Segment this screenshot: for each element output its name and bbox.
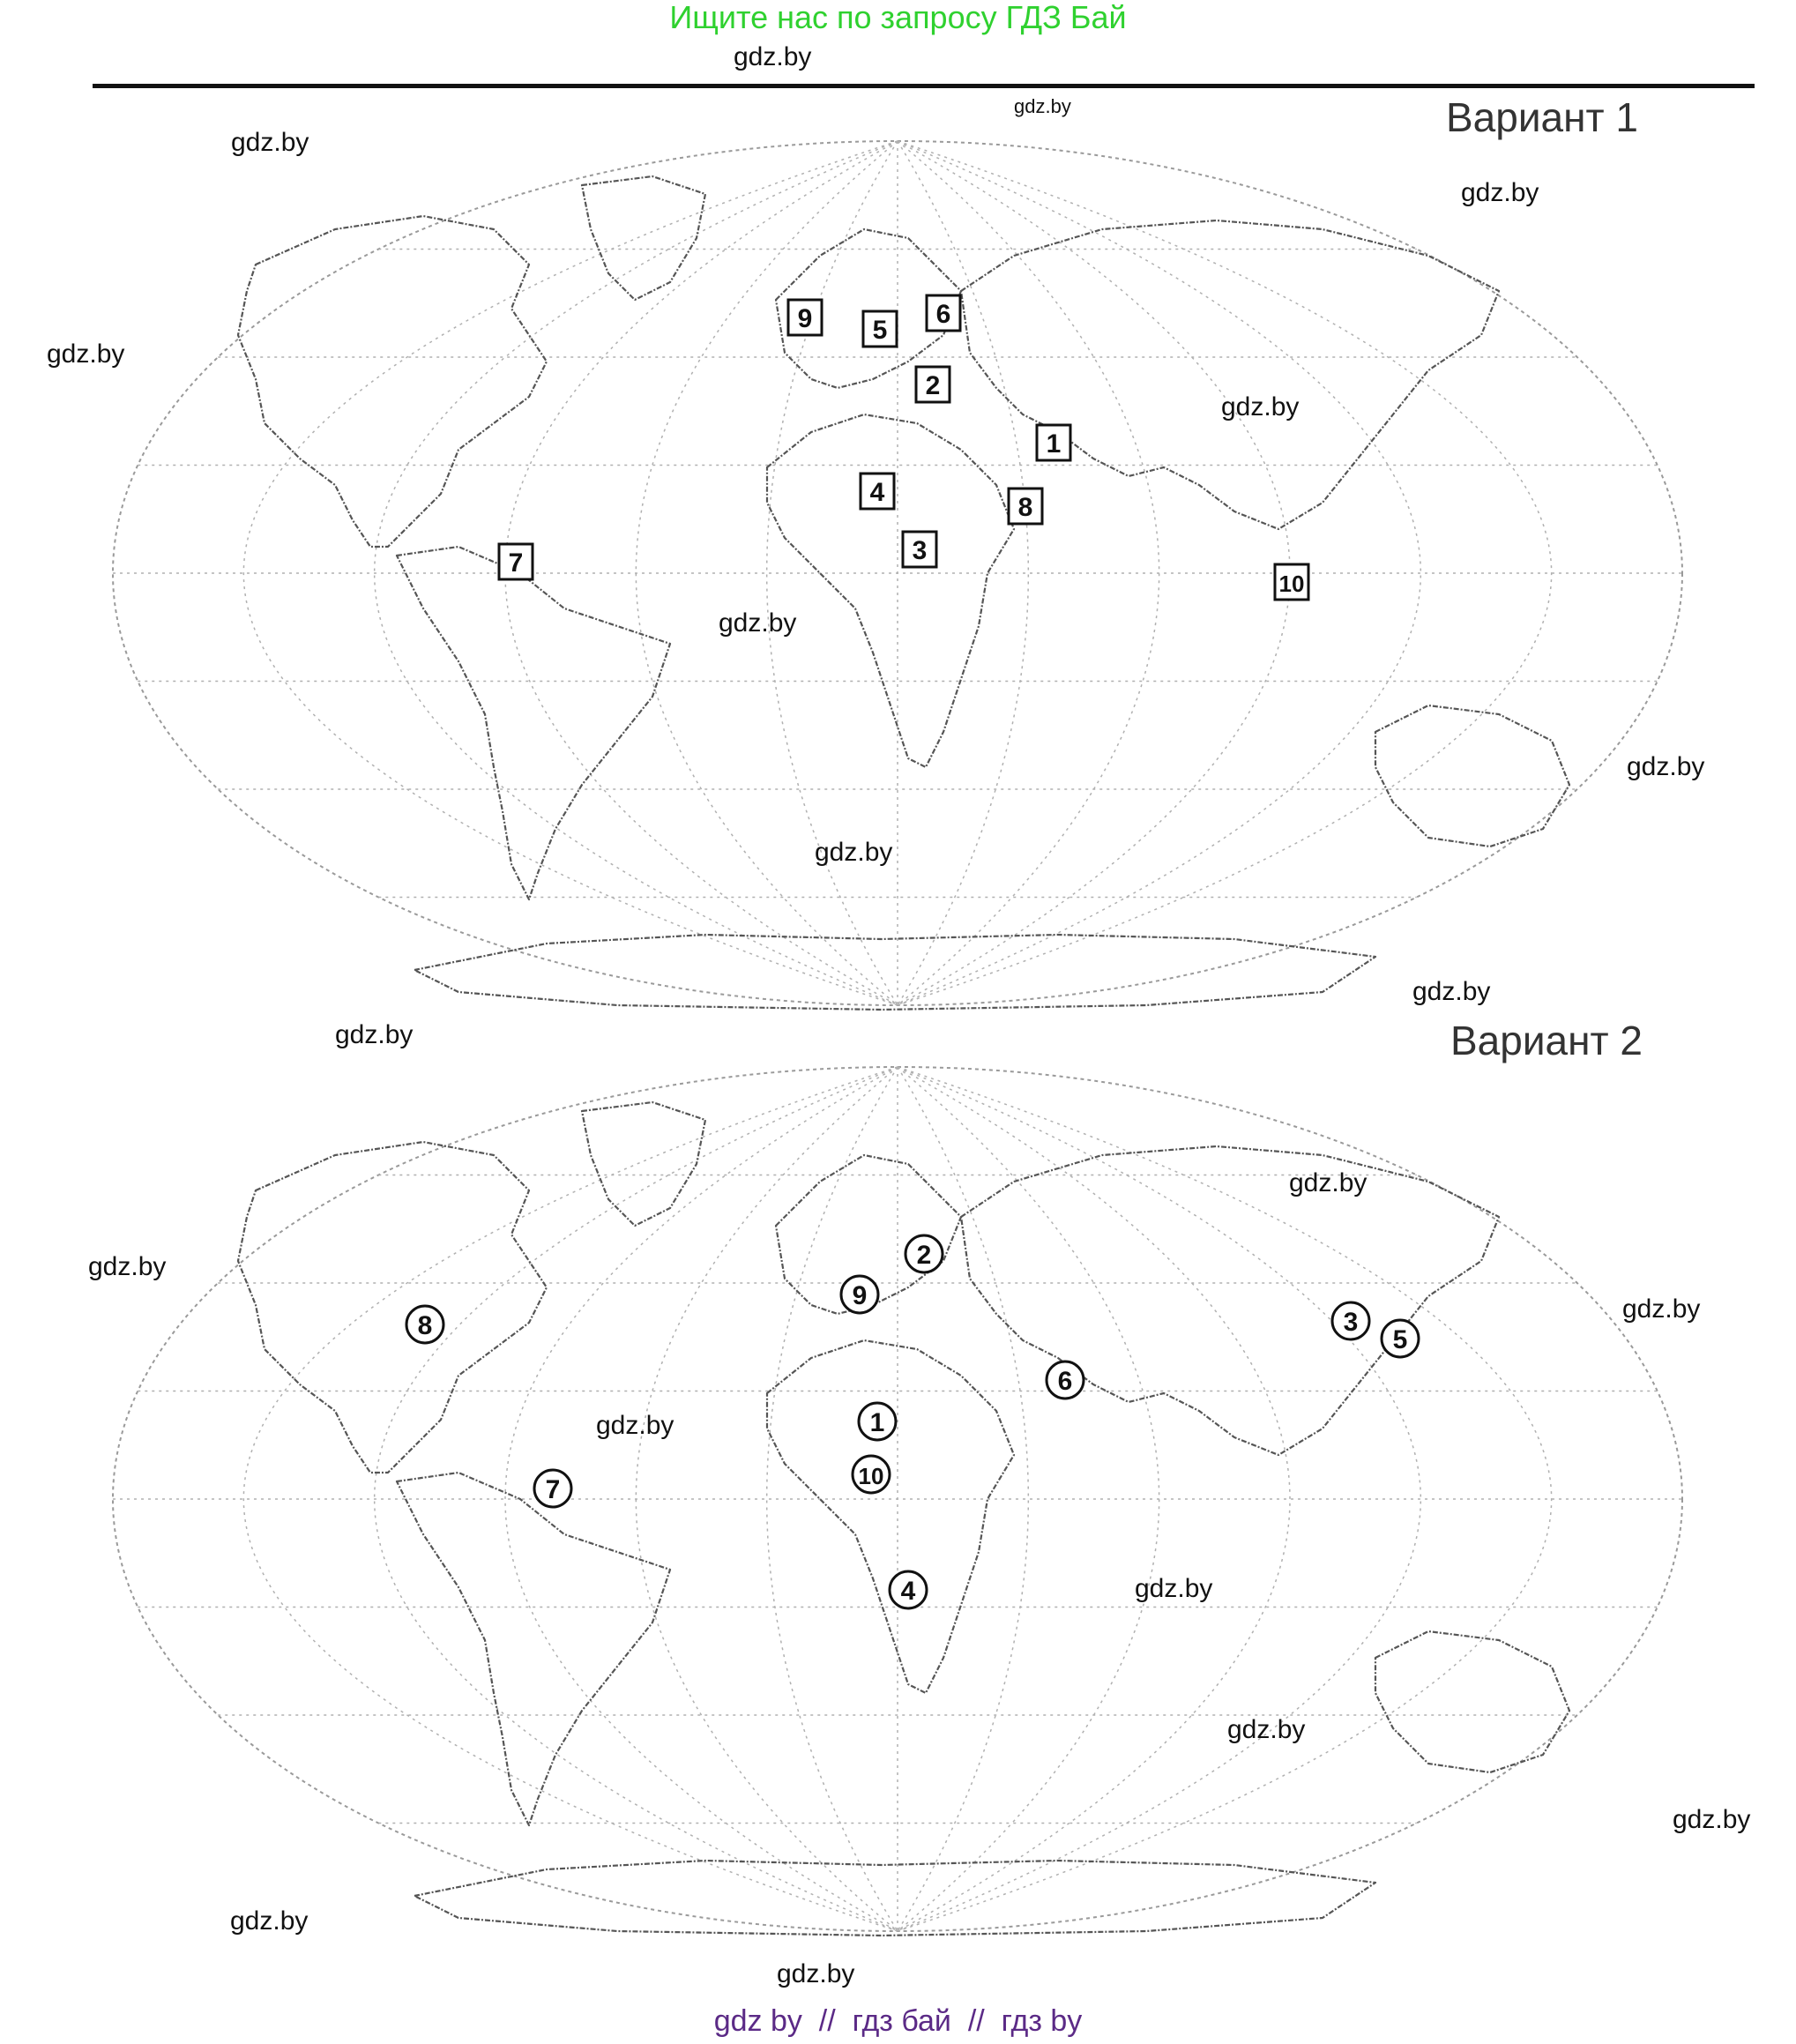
watermark: gdz.by [1412, 977, 1491, 1006]
map-marker-2 [905, 1235, 943, 1272]
graticule [113, 1067, 1682, 1931]
marker-label: 2 [925, 371, 941, 400]
search-hint-banner: Ищите нас по запросу ГДЗ Бай [669, 0, 1127, 35]
map-marker-3 [903, 532, 936, 567]
greenland-outline [582, 1102, 705, 1226]
world-map-variant-2 [0, 1058, 1796, 1958]
marker-label: 5 [1392, 1325, 1408, 1354]
watermark: gdz.by [719, 608, 797, 638]
watermark: gdz.by [335, 1020, 414, 1049]
watermark: gdz.by [1227, 1715, 1306, 1744]
map-marker-9 [788, 300, 822, 335]
africa-outline [767, 1340, 1014, 1693]
meridian-line [898, 1067, 1159, 1931]
watermark: gdz.by [1014, 95, 1071, 117]
marker-label: 9 [797, 304, 813, 333]
map-marker-2 [916, 367, 950, 402]
marker-label: 2 [916, 1241, 932, 1270]
map-marker-4 [890, 1571, 927, 1608]
map-marker-6 [1047, 1361, 1084, 1399]
marker-label: 6 [1057, 1367, 1073, 1396]
meridian-line [636, 141, 898, 1005]
marker-label: 9 [852, 1281, 868, 1310]
map-marker-9 [841, 1276, 878, 1313]
watermark: gdz.by [1289, 1168, 1367, 1197]
watermark: gdz.by [88, 1252, 167, 1281]
map-marker-6 [927, 295, 960, 331]
variant-2-title: Вариант 2 [1450, 1018, 1643, 1063]
map-marker-8 [406, 1306, 443, 1343]
meridian-line [898, 141, 1159, 1005]
map-marker-7 [534, 1470, 571, 1507]
meridian-line [636, 1067, 898, 1931]
marker-label: 3 [1343, 1308, 1359, 1337]
map-marker-3 [1332, 1302, 1369, 1339]
watermark: gdz.by [1627, 752, 1705, 781]
marker-label: 7 [545, 1475, 561, 1504]
marker-label: 5 [872, 316, 888, 345]
australia-outline [1375, 705, 1569, 847]
variant-1-title: Вариант 1 [1446, 94, 1638, 140]
marker-label: 3 [912, 536, 928, 565]
map-marker-1 [1037, 425, 1070, 460]
watermark: gdz.by [47, 339, 125, 369]
map-marker-4 [861, 474, 894, 509]
watermark: gdz.by [230, 1906, 309, 1936]
watermark: gdz.by [1461, 178, 1539, 207]
map-marker-10 [1275, 564, 1308, 600]
marker-label: 1 [1046, 429, 1062, 459]
antarctica-outline [414, 1861, 1375, 1936]
marker-label: 7 [508, 548, 524, 578]
watermark: gdz.by [231, 128, 309, 157]
watermark: gdz.by [1221, 392, 1300, 421]
africa-outline [767, 414, 1014, 767]
marker-label: 4 [900, 1577, 916, 1606]
marker-label: 10 [858, 1463, 884, 1489]
map-marker-7 [499, 544, 533, 579]
antarctica-outline [414, 935, 1375, 1010]
map-marker-1 [859, 1403, 896, 1440]
world-map-variant-1 [0, 132, 1796, 1032]
asia-outline [961, 1146, 1499, 1455]
map-marker-8 [1009, 489, 1042, 524]
watermark: gdz.by [777, 1959, 855, 1988]
header-divider [93, 84, 1755, 88]
meridian-line [767, 141, 898, 1005]
marker-label: 10 [1278, 571, 1305, 597]
australia-outline [1375, 1631, 1569, 1772]
watermark: gdz.by [1622, 1294, 1701, 1324]
marker-label: 8 [1017, 493, 1033, 522]
watermark: gdz.by [734, 42, 812, 71]
map-marker-5 [863, 311, 897, 347]
marker-label: 8 [417, 1311, 433, 1340]
map-marker-10 [853, 1456, 890, 1493]
marker-label: 1 [869, 1408, 885, 1437]
asia-outline [961, 220, 1499, 529]
graticule [113, 141, 1682, 1005]
marker-label: 4 [869, 478, 885, 507]
greenland-outline [582, 176, 705, 300]
watermark: gdz.by [596, 1411, 674, 1440]
footer-links: gdz by // гдз бай // гдз by [713, 2004, 1083, 2038]
map-marker-5 [1382, 1320, 1419, 1357]
north-america-outline [238, 1142, 547, 1473]
watermark: gdz.by [1673, 1805, 1751, 1834]
meridian-line [767, 1067, 898, 1931]
watermark: gdz.by [1135, 1574, 1213, 1603]
watermark: gdz.by [815, 838, 893, 867]
marker-label: 6 [935, 300, 951, 329]
meridian-line [505, 141, 898, 1005]
north-america-outline [238, 216, 547, 547]
